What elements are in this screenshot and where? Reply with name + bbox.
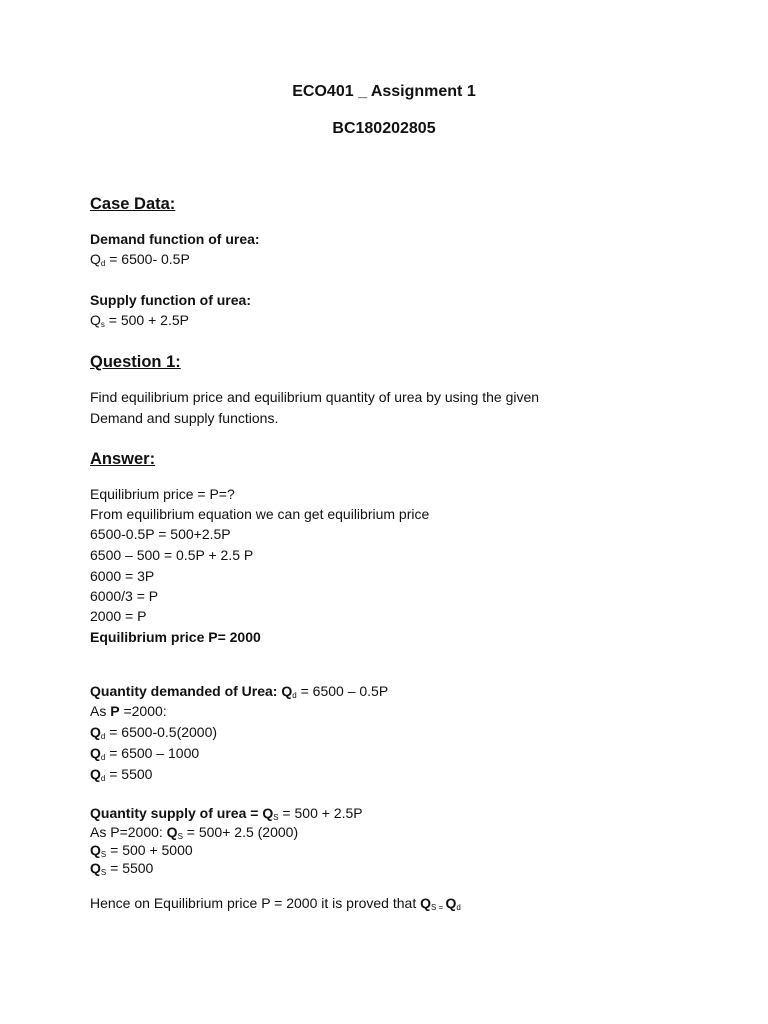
assignment-title: ECO401 _ Assignment 1 — [292, 83, 476, 100]
answer-line: 6000/3 = P — [90, 588, 159, 604]
demand-function-label: Demand function of urea: — [90, 231, 260, 247]
demand-as-p-line: As P =2000: — [90, 703, 167, 719]
answer-line: From equilibrium equation we can get equilibrium price — [90, 506, 430, 522]
answer-line: Equilibrium price = P=? — [90, 486, 235, 502]
answer-line: 6000 = 3P — [90, 568, 155, 584]
quantity-supply-line: Quantity supply of urea = $Q_S = 500 + 2.5P$ — [90, 805, 363, 822]
quantity-demanded-line: Quantity demanded of Urea: $Q_d = 6500 - 0.5P$ — [90, 683, 389, 700]
equilibrium-price-result: Equilibrium price P= 2000 — [90, 629, 261, 645]
question-text-line-1: Find equilibrium price and equilibrium quantity of urea by using the given — [90, 389, 540, 405]
demand-step-2: $Q_d = 6500 - 1000$ — [90, 745, 200, 762]
answer-line: 6500 – 500 = 0.5P + 2.5 P — [90, 547, 254, 563]
case-data-heading: Case Data: — [90, 195, 176, 213]
answer-heading: Answer: — [90, 450, 156, 468]
supply-as-p-line: As P=2000: $Q_S = 500+ 2.5$ (2000) — [90, 824, 299, 841]
supply-function: $Q_s = 500 + 2.5P$ — [90, 312, 189, 329]
demand-step-3: $Q_d = 5500$ — [90, 766, 153, 783]
answer-line: 6500-0.5P = 500+2.5P — [90, 526, 231, 542]
supply-step-2: $Q_S = 500 + 5000$ — [90, 842, 193, 859]
question-heading: Question 1: — [90, 353, 181, 371]
conclusion-line: Hence on Equilibrium price P = 2000 it is proved that $Q_{S =}$ $Q_d$ — [90, 895, 461, 912]
student-id: BC180202805 — [332, 120, 436, 137]
supply-function-label: Supply function of urea: — [90, 292, 251, 308]
question-text-line-2: Demand and supply functions. — [90, 410, 279, 426]
answer-line: 2000 = P — [90, 608, 147, 624]
supply-step-3: $Q_S = 5500$ — [90, 860, 154, 877]
demand-step-1: $Q_d = 6500-0.5(2000)$ — [90, 724, 218, 741]
demand-function: $Q_d = 6500-$ 0.5P — [90, 251, 190, 268]
